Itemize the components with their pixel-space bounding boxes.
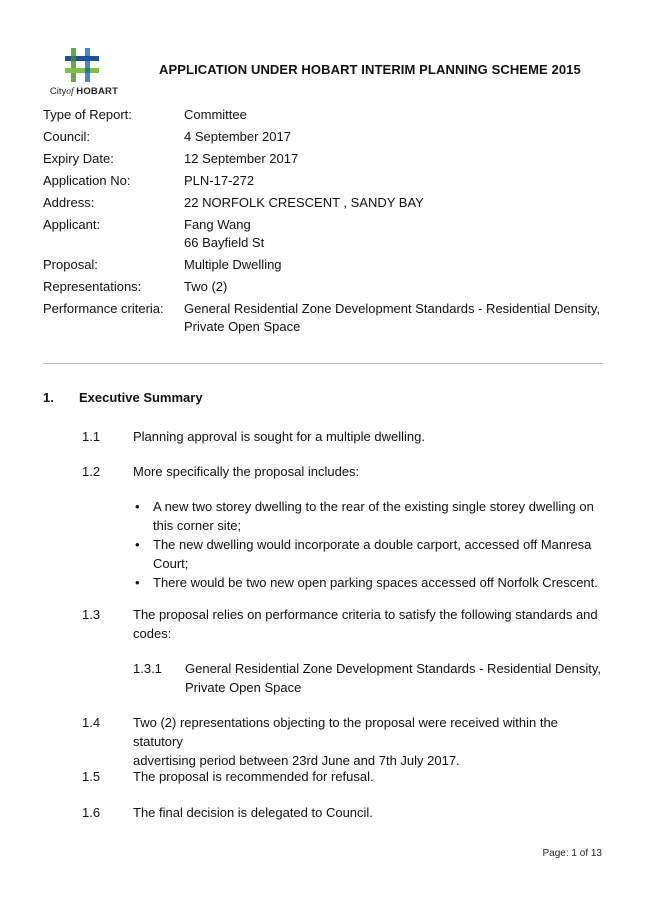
paragraph-number: 1.3: [82, 607, 101, 622]
paragraph-text: The proposal is recommended for refusal.: [133, 769, 374, 784]
paragraph-text: Planning approval is sought for a multiple dwelling.: [133, 429, 425, 444]
paragraph-number: 1.4: [82, 715, 101, 730]
paragraph-1-1: [82, 427, 606, 446]
logo-name: HOBART: [76, 86, 119, 97]
logo-city: City: [49, 86, 67, 97]
bullet-line: The new dwelling would incorporate a double carport, accessed off Manresa: [153, 537, 592, 552]
paragraph-number: 1.2: [82, 464, 101, 479]
info-label: Type of Report:: [43, 107, 132, 122]
paragraph-line: The proposal relies on performance criteria to satisfy the following standards and: [133, 607, 598, 622]
info-value: 12 September 2017: [184, 151, 299, 166]
paragraph-1-2: [82, 462, 606, 481]
info-label: Applicant:: [43, 217, 101, 232]
paragraph-line: advertising period between 23rd June and 7th July 2017.: [133, 753, 460, 768]
info-label: Proposal:: [43, 257, 98, 272]
info-label: Council:: [43, 129, 90, 144]
info-label: Representations:: [43, 279, 142, 294]
city-of-hobart-logo: [44, 46, 124, 102]
info-row-representations: [43, 278, 613, 296]
info-row-address: [43, 194, 613, 212]
subparagraph-1-3-1: [133, 659, 605, 697]
logo-of: of: [66, 87, 74, 97]
bullet-item: [133, 497, 603, 535]
info-value: Multiple Dwelling: [184, 257, 282, 272]
hobart-emblem-icon: [63, 46, 101, 84]
subparagraph-line: General Residential Zone Development Standards - Residential Density,: [185, 661, 601, 676]
bullet-icon: •: [135, 537, 140, 552]
criteria-line: Private Open Space: [184, 319, 301, 334]
bullet-line: A new two storey dwelling to the rear of the existing single storey dwelling on: [153, 499, 594, 514]
paragraph-number: 1.6: [82, 805, 101, 820]
section-title: Executive Summary: [79, 390, 203, 405]
info-row-application-no: [43, 172, 613, 190]
section-number: 1.: [43, 390, 54, 405]
paragraph-line: codes:: [133, 626, 172, 641]
section-heading: [43, 390, 203, 405]
subparagraph-line: Private Open Space: [185, 680, 302, 695]
bullet-line: There would be two new open parking spaces accessed off Norfolk Crescent.: [153, 575, 598, 590]
info-label: Performance criteria:: [43, 301, 164, 316]
document-title: APPLICATION UNDER HOBART INTERIM PLANNING SCHEME 2015: [159, 62, 581, 77]
info-row-performance-criteria: [43, 300, 613, 336]
paragraph-line: Two (2) representations objecting to the proposal were received within the statutory: [133, 715, 558, 749]
paragraph-number: 1.1: [82, 429, 101, 444]
proposal-bullet-list: [133, 497, 603, 592]
application-details: [43, 106, 613, 340]
info-value: 22 NORFOLK CRESCENT , SANDY BAY: [184, 195, 424, 210]
paragraph-1-3: [82, 605, 606, 643]
paragraph-number: 1.5: [82, 769, 101, 784]
info-label: Application No:: [43, 173, 131, 188]
bullet-line: this corner site;: [153, 518, 242, 533]
info-value: Two (2): [184, 279, 228, 294]
paragraph-1-4: [82, 713, 606, 770]
info-label: Address:: [43, 195, 95, 210]
criteria-line: General Residential Zone Development Standards - Residential Density,: [184, 301, 600, 316]
paragraph-1-6: [82, 803, 606, 822]
paragraph-text: The final decision is delegated to Council.: [133, 805, 373, 820]
bullet-line: Court;: [153, 556, 189, 571]
bullet-icon: •: [135, 575, 140, 590]
info-row-expiry-date: [43, 150, 613, 168]
info-label: Expiry Date:: [43, 151, 114, 166]
paragraph-1-5: [82, 767, 606, 786]
info-value: PLN-17-272: [184, 173, 255, 188]
applicant-address: 66 Bayfield St: [184, 235, 265, 250]
bullet-icon: •: [135, 499, 140, 514]
info-row-council: [43, 128, 613, 146]
info-value: [184, 216, 613, 252]
info-row-type-of-report: [43, 106, 613, 124]
info-row-applicant: [43, 216, 613, 252]
applicant-name: Fang Wang: [184, 217, 251, 232]
logo-wordmark: [44, 86, 124, 97]
info-value: 4 September 2017: [184, 129, 291, 144]
bullet-item: [133, 535, 603, 573]
subparagraph-number: 1.3.1: [133, 661, 162, 676]
info-value: Committee: [184, 107, 247, 122]
horizontal-divider: [43, 363, 603, 364]
page-number: Page: 1 of 13: [542, 848, 602, 859]
bullet-item: [133, 573, 603, 592]
info-row-proposal: [43, 256, 613, 274]
info-value: [184, 300, 613, 336]
paragraph-text: More specifically the proposal includes:: [133, 464, 360, 479]
